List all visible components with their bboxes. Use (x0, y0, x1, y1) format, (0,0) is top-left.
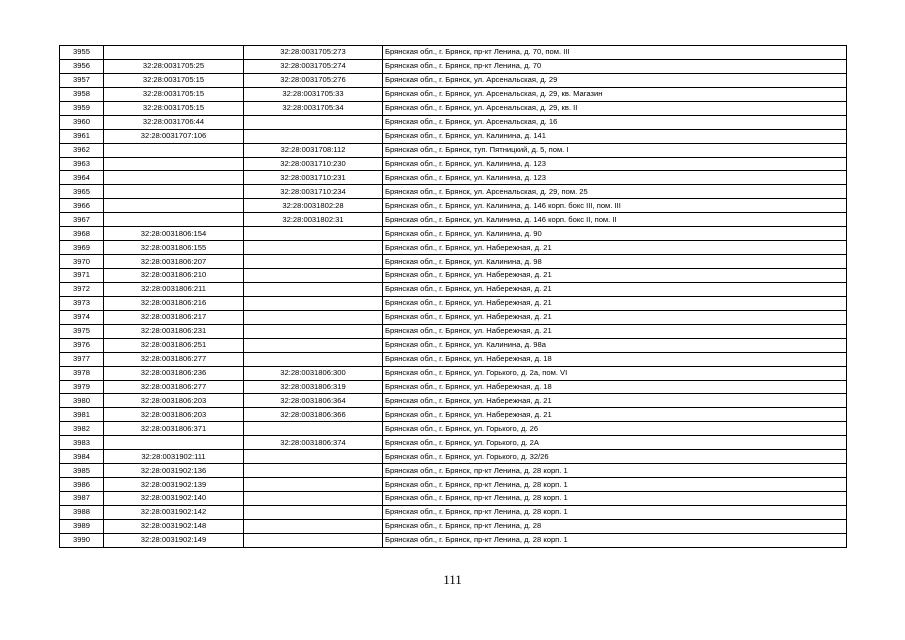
row-number-cell: 3979 (60, 380, 104, 394)
object-cadastral-number-cell: 32:28:0031802:28 (244, 199, 383, 213)
table-row (60, 199, 847, 213)
parcel-cadastral-number-cell: 32:28:0031806:210 (104, 269, 244, 283)
object-cadastral-number-cell: 32:28:0031710:230 (244, 157, 383, 171)
address-cell: Брянская обл., г. Брянск, ул. Арсенальская, д. 29, кв. Магазин (383, 87, 847, 101)
parcel-cadastral-number-cell (104, 171, 244, 185)
table-row (60, 185, 847, 199)
parcel-cadastral-number-cell: 32:28:0031902:140 (104, 492, 244, 506)
row-number-cell: 3983 (60, 436, 104, 450)
row-number-cell: 3972 (60, 282, 104, 296)
address-cell: Брянская обл., г. Брянск, ул. Набережная, д. 21 (383, 296, 847, 310)
address-cell: Брянская обл., г. Брянск, ул. Набережная, д. 18 (383, 352, 847, 366)
object-cadastral-number-cell: 32:28:0031705:274 (244, 59, 383, 73)
address-cell: Брянская обл., г. Брянск, пр-кт Ленина, д. 70, пом. III (383, 46, 847, 60)
table-row (60, 450, 847, 464)
table-row (60, 129, 847, 143)
table-row (60, 533, 847, 547)
parcel-cadastral-number-cell: 32:28:0031902:111 (104, 450, 244, 464)
object-cadastral-number-cell (244, 450, 383, 464)
row-number-cell: 3987 (60, 492, 104, 506)
address-cell: Брянская обл., г. Брянск, ул. Набережная, д. 21 (383, 269, 847, 283)
address-cell: Брянская обл., г. Брянск, пр-кт Ленина, д. 28 корп. 1 (383, 505, 847, 519)
table-row (60, 366, 847, 380)
row-number-cell: 3984 (60, 450, 104, 464)
object-cadastral-number-cell (244, 255, 383, 269)
object-cadastral-number-cell (244, 519, 383, 533)
row-number-cell: 3964 (60, 171, 104, 185)
parcel-cadastral-number-cell: 32:28:0031705:15 (104, 73, 244, 87)
table-row (60, 519, 847, 533)
row-number-cell: 3986 (60, 478, 104, 492)
address-cell: Брянская обл., г. Брянск, ул. Горького, д. 2А (383, 436, 847, 450)
object-cadastral-number-cell: 32:28:0031806:366 (244, 408, 383, 422)
row-number-cell: 3975 (60, 324, 104, 338)
table-row (60, 269, 847, 283)
address-cell: Брянская обл., г. Брянск, ул. Калинина, д. 90 (383, 227, 847, 241)
table-row (60, 505, 847, 519)
parcel-cadastral-number-cell: 32:28:0031705:15 (104, 87, 244, 101)
address-cell: Брянская обл., г. Брянск, ул. Набережная, д. 21 (383, 241, 847, 255)
parcel-cadastral-number-cell: 32:28:0031705:15 (104, 101, 244, 115)
address-cell: Брянская обл., г. Брянск, ул. Калинина, д. 141 (383, 129, 847, 143)
address-cell: Брянская обл., г. Брянск, пр-кт Ленина, д. 28 (383, 519, 847, 533)
table-row (60, 115, 847, 129)
address-cell: Брянская обл., г. Брянск, ул. Арсенальская, д. 16 (383, 115, 847, 129)
table-row (60, 436, 847, 450)
row-number-cell: 3967 (60, 213, 104, 227)
parcel-cadastral-number-cell: 32:28:0031806:211 (104, 282, 244, 296)
parcel-cadastral-number-cell (104, 46, 244, 60)
parcel-cadastral-number-cell: 32:28:0031806:207 (104, 255, 244, 269)
address-cell: Брянская обл., г. Брянск, ул. Арсенальская, д. 29, пом. 25 (383, 185, 847, 199)
table-row (60, 478, 847, 492)
object-cadastral-number-cell: 32:28:0031710:231 (244, 171, 383, 185)
registry-table (59, 45, 847, 548)
address-cell: Брянская обл., г. Брянск, ул. Набережная, д. 21 (383, 394, 847, 408)
table-row (60, 394, 847, 408)
table-row (60, 171, 847, 185)
parcel-cadastral-number-cell: 32:28:0031902:136 (104, 464, 244, 478)
address-cell: Брянская обл., г. Брянск, ул. Калинина, д. 123 (383, 171, 847, 185)
parcel-cadastral-number-cell (104, 213, 244, 227)
table-row (60, 282, 847, 296)
table-row (60, 338, 847, 352)
parcel-cadastral-number-cell (104, 436, 244, 450)
object-cadastral-number-cell (244, 115, 383, 129)
page-number: 111 (443, 572, 462, 587)
row-number-cell: 3973 (60, 296, 104, 310)
parcel-cadastral-number-cell: 32:28:0031706:44 (104, 115, 244, 129)
row-number-cell: 3989 (60, 519, 104, 533)
object-cadastral-number-cell (244, 269, 383, 283)
row-number-cell: 3977 (60, 352, 104, 366)
table-row (60, 73, 847, 87)
object-cadastral-number-cell (244, 464, 383, 478)
address-cell: Брянская обл., г. Брянск, ул. Калинина, д. 98а (383, 338, 847, 352)
table-row (60, 352, 847, 366)
row-number-cell: 3976 (60, 338, 104, 352)
parcel-cadastral-number-cell (104, 199, 244, 213)
table-row (60, 213, 847, 227)
parcel-cadastral-number-cell: 32:28:0031806:216 (104, 296, 244, 310)
address-cell: Брянская обл., г. Брянск, туп. Пятницкий, д. 5, пом. I (383, 143, 847, 157)
row-number-cell: 3965 (60, 185, 104, 199)
object-cadastral-number-cell (244, 324, 383, 338)
row-number-cell: 3957 (60, 73, 104, 87)
table-row (60, 464, 847, 478)
parcel-cadastral-number-cell: 32:28:0031806:277 (104, 352, 244, 366)
object-cadastral-number-cell: 32:28:0031705:273 (244, 46, 383, 60)
address-cell: Брянская обл., г. Брянск, ул. Арсенальская, д. 29, кв. II (383, 101, 847, 115)
parcel-cadastral-number-cell: 32:28:0031902:148 (104, 519, 244, 533)
address-cell: Брянская обл., г. Брянск, ул. Горького, д. 2а, пом. VI (383, 366, 847, 380)
address-cell: Брянская обл., г. Брянск, пр-кт Ленина, д. 28 корп. 1 (383, 464, 847, 478)
table-row (60, 324, 847, 338)
parcel-cadastral-number-cell: 32:28:0031705:25 (104, 59, 244, 73)
object-cadastral-number-cell: 32:28:0031708:112 (244, 143, 383, 157)
table-row (60, 255, 847, 269)
parcel-cadastral-number-cell: 32:28:0031806:203 (104, 408, 244, 422)
table-row (60, 492, 847, 506)
parcel-cadastral-number-cell (104, 157, 244, 171)
registry-table-body (60, 46, 847, 548)
parcel-cadastral-number-cell: 32:28:0031806:203 (104, 394, 244, 408)
table-row (60, 87, 847, 101)
object-cadastral-number-cell: 32:28:0031705:34 (244, 101, 383, 115)
object-cadastral-number-cell (244, 338, 383, 352)
object-cadastral-number-cell (244, 533, 383, 547)
table-row (60, 310, 847, 324)
address-cell: Брянская обл., г. Брянск, пр-кт Ленина, д. 28 корп. 1 (383, 478, 847, 492)
object-cadastral-number-cell: 32:28:0031806:374 (244, 436, 383, 450)
object-cadastral-number-cell (244, 310, 383, 324)
object-cadastral-number-cell (244, 492, 383, 506)
parcel-cadastral-number-cell: 32:28:0031806:231 (104, 324, 244, 338)
table-row (60, 422, 847, 436)
object-cadastral-number-cell (244, 352, 383, 366)
parcel-cadastral-number-cell: 32:28:0031806:236 (104, 366, 244, 380)
row-number-cell: 3988 (60, 505, 104, 519)
address-cell: Брянская обл., г. Брянск, ул. Набережная, д. 21 (383, 324, 847, 338)
table-row (60, 143, 847, 157)
row-number-cell: 3974 (60, 310, 104, 324)
parcel-cadastral-number-cell (104, 185, 244, 199)
table-row (60, 46, 847, 60)
table-row (60, 296, 847, 310)
address-cell: Брянская обл., г. Брянск, пр-кт Ленина, д. 70 (383, 59, 847, 73)
row-number-cell: 3962 (60, 143, 104, 157)
object-cadastral-number-cell: 32:28:0031705:276 (244, 73, 383, 87)
parcel-cadastral-number-cell: 32:28:0031902:139 (104, 478, 244, 492)
address-cell: Брянская обл., г. Брянск, ул. Набережная, д. 18 (383, 380, 847, 394)
row-number-cell: 3960 (60, 115, 104, 129)
address-cell: Брянская обл., г. Брянск, ул. Набережная, д. 21 (383, 408, 847, 422)
row-number-cell: 3955 (60, 46, 104, 60)
row-number-cell: 3963 (60, 157, 104, 171)
address-cell: Брянская обл., г. Брянск, ул. Горького, д. 32/26 (383, 450, 847, 464)
address-cell: Брянская обл., г. Брянск, ул. Калинина, д. 98 (383, 255, 847, 269)
row-number-cell: 3969 (60, 241, 104, 255)
table-row (60, 157, 847, 171)
address-cell: Брянская обл., г. Брянск, ул. Горького, д. 26 (383, 422, 847, 436)
object-cadastral-number-cell (244, 241, 383, 255)
object-cadastral-number-cell (244, 227, 383, 241)
row-number-cell: 3980 (60, 394, 104, 408)
object-cadastral-number-cell (244, 478, 383, 492)
table-row (60, 408, 847, 422)
object-cadastral-number-cell (244, 296, 383, 310)
object-cadastral-number-cell (244, 422, 383, 436)
row-number-cell: 3958 (60, 87, 104, 101)
row-number-cell: 3970 (60, 255, 104, 269)
object-cadastral-number-cell: 32:28:0031806:364 (244, 394, 383, 408)
table-row (60, 101, 847, 115)
row-number-cell: 3990 (60, 533, 104, 547)
table-row (60, 380, 847, 394)
address-cell: Брянская обл., г. Брянск, ул. Набережная, д. 21 (383, 282, 847, 296)
parcel-cadastral-number-cell: 32:28:0031806:251 (104, 338, 244, 352)
parcel-cadastral-number-cell: 32:28:0031902:149 (104, 533, 244, 547)
parcel-cadastral-number-cell: 32:28:0031806:371 (104, 422, 244, 436)
table-row (60, 241, 847, 255)
row-number-cell: 3981 (60, 408, 104, 422)
row-number-cell: 3985 (60, 464, 104, 478)
row-number-cell: 3978 (60, 366, 104, 380)
parcel-cadastral-number-cell: 32:28:0031806:277 (104, 380, 244, 394)
row-number-cell: 3971 (60, 269, 104, 283)
parcel-cadastral-number-cell (104, 143, 244, 157)
object-cadastral-number-cell (244, 505, 383, 519)
object-cadastral-number-cell: 32:28:0031806:319 (244, 380, 383, 394)
address-cell: Брянская обл., г. Брянск, пр-кт Ленина, д. 28 корп. 1 (383, 533, 847, 547)
parcel-cadastral-number-cell: 32:28:0031806:217 (104, 310, 244, 324)
table-row (60, 227, 847, 241)
address-cell: Брянская обл., г. Брянск, ул. Калинина, д. 146 корп. бокс III, пом. III (383, 199, 847, 213)
row-number-cell: 3968 (60, 227, 104, 241)
row-number-cell: 3956 (60, 59, 104, 73)
parcel-cadastral-number-cell: 32:28:0031707:106 (104, 129, 244, 143)
row-number-cell: 3959 (60, 101, 104, 115)
parcel-cadastral-number-cell: 32:28:0031902:142 (104, 505, 244, 519)
parcel-cadastral-number-cell: 32:28:0031806:154 (104, 227, 244, 241)
object-cadastral-number-cell (244, 282, 383, 296)
object-cadastral-number-cell: 32:28:0031705:33 (244, 87, 383, 101)
address-cell: Брянская обл., г. Брянск, ул. Набережная, д. 21 (383, 310, 847, 324)
row-number-cell: 3982 (60, 422, 104, 436)
object-cadastral-number-cell: 32:28:0031806:300 (244, 366, 383, 380)
table-row (60, 59, 847, 73)
object-cadastral-number-cell: 32:28:0031802:31 (244, 213, 383, 227)
object-cadastral-number-cell (244, 129, 383, 143)
address-cell: Брянская обл., г. Брянск, ул. Калинина, д. 146 корп. бокс II, пом. II (383, 213, 847, 227)
address-cell: Брянская обл., г. Брянск, ул. Арсенальская, д. 29 (383, 73, 847, 87)
row-number-cell: 3966 (60, 199, 104, 213)
address-cell: Брянская обл., г. Брянск, ул. Калинина, д. 123 (383, 157, 847, 171)
parcel-cadastral-number-cell: 32:28:0031806:155 (104, 241, 244, 255)
address-cell: Брянская обл., г. Брянск, пр-кт Ленина, д. 28 корп. 1 (383, 492, 847, 506)
row-number-cell: 3961 (60, 129, 104, 143)
object-cadastral-number-cell: 32:28:0031710:234 (244, 185, 383, 199)
